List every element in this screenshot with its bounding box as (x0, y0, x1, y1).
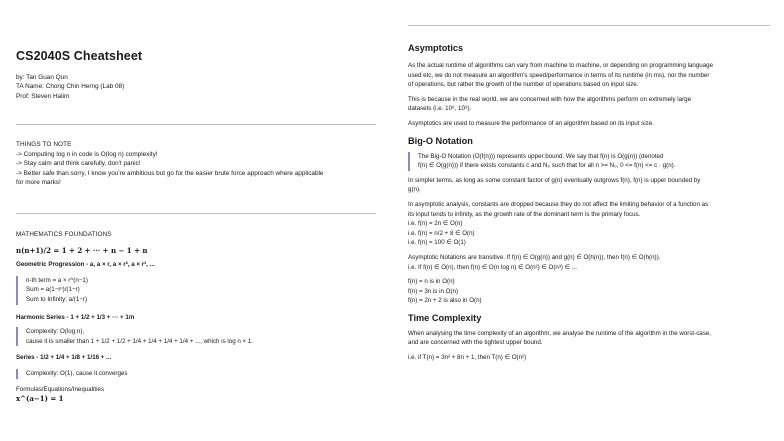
geo-item: n-th term = a × r^(n−1) (26, 276, 88, 284)
formula-line: x^(a−1) = 1 (16, 394, 64, 404)
author-line: by: Tan Guan Qun (16, 74, 68, 81)
bigo-paragraph-line: g(n). (408, 186, 421, 194)
geo-item: Sum = a(1−rⁿ)/(1−r) (26, 286, 80, 294)
geo-heading: Geometric Progression - a, a × r, a × r², a × r³, ... (16, 261, 155, 269)
harmonic-quote (16, 327, 378, 346)
math-foundations (16, 230, 378, 404)
things-item: -> Computing log n in code is O(log n) complexity! (16, 150, 158, 158)
things-item: for more marks! (16, 179, 61, 187)
divider (16, 213, 376, 214)
bigo-example: i.e. f(n) = 2n ∈ O(n) (408, 220, 463, 228)
asym-paragraph-line: used etc, we do not measure an algorithm's speed/performance in terms of its runtime (in ms), nor the number (408, 71, 710, 79)
author-block (16, 73, 378, 101)
bigo-paragraph-line: its input tends to infinity, as the growth rate of the dominant term is the primary focus. (408, 210, 641, 218)
sum-formula: n(n+1)/2 = 1 + 2 + ··· + n − 1 + n (16, 245, 148, 255)
asymptotics-section (408, 43, 780, 363)
series-heading: Series - 1/2 + 1/4 + 1/8 + 1/16 + ... (16, 354, 112, 362)
math-heading: MATHEMATICS FOUNDATIONS (16, 231, 112, 238)
prof-line: Prof: Steven Halim (16, 92, 70, 100)
geo-item: Sum to Infinity: a/(1−r) (26, 295, 88, 303)
things-heading: THINGS TO NOTE (16, 141, 72, 148)
series-complexity: Complexity: O(1), cause it converges (26, 369, 128, 377)
asymptotics-heading: Asymptotics (408, 43, 464, 53)
bigo-heading: Big-O Notation (408, 135, 473, 146)
transitive-line: i.e. If f(n) ∈ O(n), then f(n) ∈ O(n log n) ∈ O(n²) ∈ O(n³) ∈ ... (408, 263, 577, 271)
divider (408, 25, 770, 26)
bigo-example: i.e. f(n) = 100 ∈ O(1) (408, 239, 466, 247)
bigo-quote (408, 152, 780, 171)
things-item: -> Stay calm and think carefully, don't panic! (16, 160, 141, 168)
asym-paragraph-line: Asymptotics are used to measure the performance of an algorithm based on its input size. (408, 119, 654, 127)
bigo-paragraph-line: In asymptotic analysis, constants are dropped because they do not affect the limiting behavior of a function as (408, 200, 709, 208)
harmonic-heading: Harmonic Series - 1 + 1/2 + 1/3 + ··· + 1/n (16, 313, 135, 321)
time-paragraph-line: When analysing the time complexity of an algorithm, we analyse the runtime of the algorithm in the worst-case, (408, 329, 711, 337)
fn-example: f(n) = 2n + 2 is also in O(n) (408, 297, 482, 305)
transitive-line: Asymptotic Notations are transitive. If f(n) ∈ O(g(n)) and g(n) ∈ O(h(n)), then f(n) ∈ O(h(n)). (408, 253, 661, 261)
bigo-def-line: f(n) ∈ O(g(n))) if there exists constants c and N₀ such that for all n >= N₀, 0 <= f(n) <= c · g(n). (418, 162, 676, 170)
divider (16, 124, 376, 125)
time-complexity-heading: Time Complexity (408, 312, 482, 323)
asym-paragraph-line: of operations, but rather the growth of the number of operations based on input size. (408, 81, 639, 89)
things-item: -> Better safe than sorry, I know you're ambitious but go for the easier brute force approach where applicable (16, 169, 324, 177)
bigo-paragraph-line: In simpler terms, as long as some constant factor of g(n) eventually outgrows f(n), f(n) is upper bounded by (408, 176, 701, 184)
bigo-def-line: The Big-O Notation (O(f(n))) represents upper bound. We say that f(n) is O(g(n)) (denoted (418, 152, 664, 160)
fn-example: f(n) = 3n is in O(n) (408, 287, 459, 295)
asym-paragraph-line: This is because in the real world, we are concerned with how the algorithms perform on extremely large (408, 95, 692, 103)
things-to-note (16, 140, 378, 188)
asym-paragraph-line: datasets (i.e. 10⁶, 10⁹). (408, 105, 472, 113)
doc-title: CS2040S Cheatsheet (16, 49, 143, 63)
time-paragraph-line: and are concerned with the tightest upper bound. (408, 339, 543, 347)
asym-paragraph-line: As the actual runtime of algorithms can vary from machine to machine, or depending on programming language (408, 62, 714, 69)
bigo-example: i.e. f(n) = n/2 + 8 ∈ O(n) (408, 229, 475, 237)
fn-example: f(n) = n is in O(n) (408, 278, 455, 286)
series-quote (16, 369, 378, 379)
ta-line: TA Name: Chong Chin Herng (Lab 08) (16, 83, 125, 91)
formulas-heading: Formulas/Equations/Inequalities (16, 385, 105, 393)
time-example: i.e. if T(n) = 3n² + 8n + 1, then T(n) ∈ O(n²) (408, 354, 527, 362)
harmonic-reason: cause it is smaller than 1 + 1/2 + 1/2 + 1/4 + 1/4 + 1/4 + 1/4 + ..., which is log n × 1. (26, 337, 254, 345)
harmonic-complexity: Complexity: O(log n), (26, 328, 85, 336)
geo-quote (16, 276, 378, 305)
